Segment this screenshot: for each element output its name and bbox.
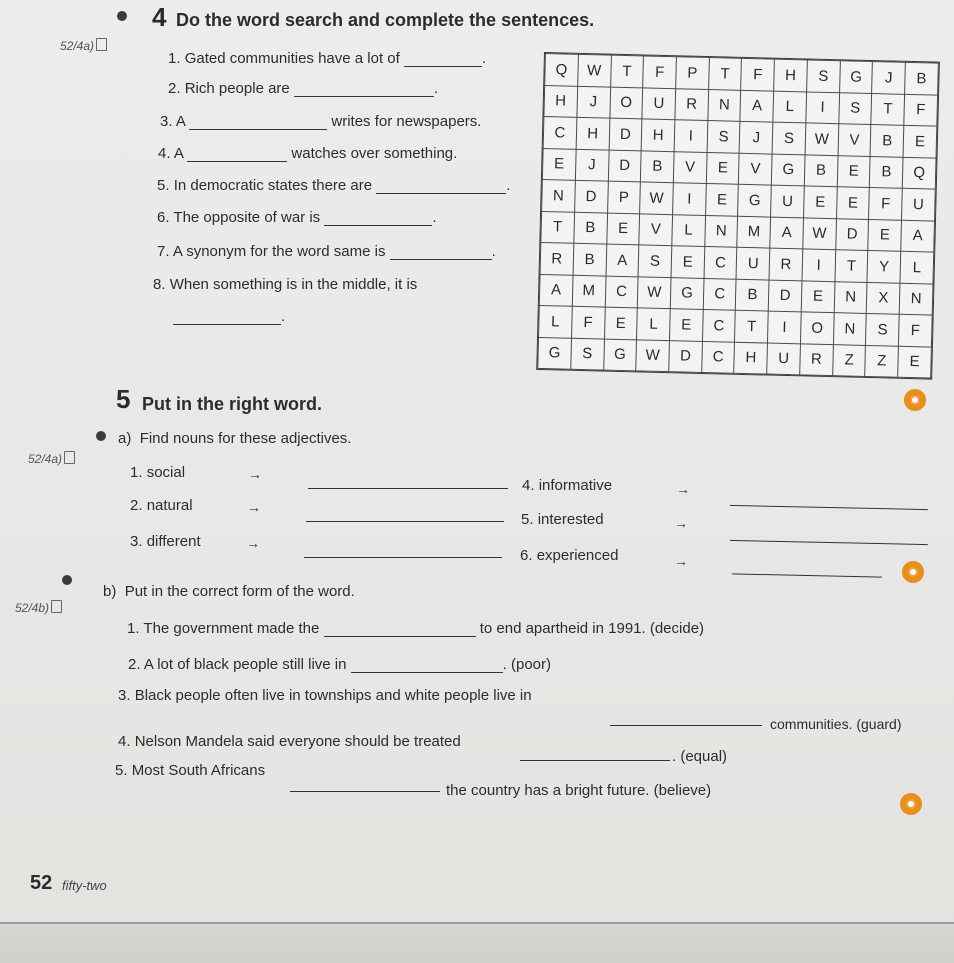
audio-cd-icon[interactable] <box>902 561 924 583</box>
ex4-blank-2[interactable] <box>294 82 434 97</box>
grid-cell[interactable]: M <box>737 216 771 248</box>
grid-cell[interactable]: R <box>675 88 708 120</box>
grid-cell[interactable]: B <box>870 125 903 157</box>
grid-cell[interactable]: L <box>900 251 934 283</box>
ex4-blank-6[interactable] <box>324 211 432 226</box>
exercise-4-number: 4 <box>152 2 167 32</box>
page-number-text: fifty-two <box>62 878 107 893</box>
grid-cell[interactable]: E <box>803 186 837 218</box>
grid-cell[interactable]: W <box>803 217 837 249</box>
ex4-blank-1[interactable] <box>404 52 482 67</box>
ex4-sentence-6: 6. The opposite of war is . <box>157 209 437 226</box>
part-b-instruction: b) Put in the correct form of the word. <box>103 583 355 600</box>
grid-cell[interactable]: A <box>770 217 803 249</box>
grid-cell[interactable]: D <box>574 180 608 212</box>
grid-cell[interactable]: X <box>867 282 900 314</box>
grid-cell[interactable]: C <box>543 117 576 149</box>
grid-cell[interactable]: L <box>539 305 572 337</box>
grid-cell[interactable]: P <box>676 57 709 89</box>
arrow-icon: → <box>246 535 260 551</box>
part-b-sentence-2: 2. A lot of black people still live in . (poor) <box>128 656 552 673</box>
grid-cell[interactable]: J <box>740 121 774 153</box>
grid-cell[interactable]: Z <box>832 344 865 376</box>
grid-cell[interactable]: A <box>539 274 572 306</box>
part-b-sentence-3-end: communities. (guard) <box>770 716 902 732</box>
grid-cell[interactable]: W <box>638 276 672 308</box>
grid-cell[interactable]: D <box>609 118 642 150</box>
grid-cell[interactable]: Q <box>545 54 578 86</box>
grid-cell[interactable]: N <box>705 215 738 247</box>
grid-cell[interactable]: C <box>605 276 638 308</box>
grid-cell[interactable]: H <box>774 59 807 91</box>
exercise-5-title: Put in the right word. <box>142 394 322 414</box>
part-b-sentence-3: 3. Black people often live in townships and white people live in <box>118 687 532 704</box>
exercise-4-title: Do the word search and complete the sentences. <box>176 10 595 30</box>
grid-cell[interactable]: S <box>772 122 805 154</box>
grid-cell[interactable]: S <box>707 121 740 153</box>
part-b-sentence-1: 1. The government made the to end apartheid in 1991. (decide) <box>127 620 705 637</box>
grid-cell[interactable]: I <box>806 91 840 123</box>
grid-cell[interactable]: F <box>571 306 605 338</box>
grid-cell[interactable]: F <box>899 314 933 346</box>
part-a-blank-1[interactable] <box>308 472 508 489</box>
grid-cell[interactable]: G <box>839 61 872 93</box>
grid-cell[interactable]: Z <box>865 345 898 377</box>
cd-ref-icon <box>96 38 107 51</box>
part-b-ref: 52/4b) <box>15 600 62 615</box>
grid-cell[interactable]: O <box>609 87 642 119</box>
exercise-5-number: 5 <box>116 384 131 414</box>
grid-cell[interactable]: C <box>702 309 735 341</box>
grid-cell[interactable]: L <box>637 308 671 340</box>
grid-cell[interactable]: F <box>741 58 775 90</box>
grid-cell[interactable]: A <box>740 90 774 122</box>
part-b-sentence-5: 5. Most South Africans <box>115 762 266 779</box>
grid-cell[interactable]: S <box>839 92 872 124</box>
ex4-blank-7[interactable] <box>390 245 492 260</box>
grid-cell[interactable]: N <box>834 281 867 313</box>
grid-cell[interactable]: P <box>607 181 640 213</box>
page-bottom-shadow <box>0 924 954 963</box>
ex4-sentence-1: 1. Gated communities have a lot of . <box>168 50 487 67</box>
ex4-sentence-7: 7. A synonym for the word same is . <box>157 243 496 260</box>
grid-cell[interactable]: U <box>642 87 676 119</box>
arrow-icon: → <box>674 515 688 531</box>
grid-cell[interactable]: F <box>643 56 677 88</box>
part-a-item-4: 4. informative <box>522 477 613 494</box>
grid-cell[interactable]: S <box>638 245 672 277</box>
grid-cell[interactable]: E <box>836 187 869 219</box>
grid-cell[interactable]: L <box>773 91 806 123</box>
bullet-dot <box>96 431 106 441</box>
ex4-blank-3[interactable] <box>189 115 327 130</box>
exercise-4-ref: 52/4a) <box>60 38 107 53</box>
grid-cell[interactable]: Q <box>902 157 936 189</box>
grid-cell[interactable]: O <box>800 312 834 344</box>
grid-cell[interactable]: E <box>705 183 738 215</box>
ex4-sentence-2: 2. Rich people are . <box>168 80 439 97</box>
part-a-item-5: 5. interested <box>521 511 604 528</box>
grid-cell[interactable]: D <box>669 340 702 372</box>
ex4-blank-5[interactable] <box>376 179 506 194</box>
grid-cell[interactable]: A <box>901 220 935 252</box>
part-b-blank-5[interactable] <box>290 777 440 792</box>
part-a-item-1: 1. social <box>130 464 186 481</box>
part-a-blank-2[interactable] <box>306 505 504 522</box>
ex4-blank-8[interactable] <box>173 310 281 325</box>
grid-cell[interactable]: E <box>669 309 702 341</box>
grid-cell[interactable]: G <box>538 337 571 369</box>
grid-cell[interactable]: W <box>805 123 839 155</box>
grid-cell[interactable]: U <box>767 343 800 375</box>
grid-cell[interactable]: U <box>902 188 936 220</box>
grid-cell[interactable]: E <box>604 307 637 339</box>
grid-cell[interactable]: M <box>572 275 606 307</box>
grid-cell[interactable]: A <box>606 244 639 276</box>
part-a-item-6: 6. experienced <box>520 547 619 564</box>
arrow-icon: → <box>674 553 688 569</box>
part-b-sentence-4: 4. Nelson Mandela said everyone should be treated <box>118 733 461 750</box>
grid-cell[interactable]: V <box>739 153 773 185</box>
grid-cell[interactable]: L <box>672 214 705 246</box>
word-search-grid[interactable] <box>536 52 940 380</box>
grid-cell[interactable]: S <box>807 60 841 92</box>
grid-cell[interactable]: E <box>542 148 575 180</box>
grid-cell[interactable]: B <box>870 156 903 188</box>
grid-cell[interactable]: D <box>608 150 641 182</box>
grid-cell[interactable]: R <box>769 248 802 280</box>
grid-cell[interactable]: V <box>673 151 706 183</box>
ex4-sentence-8: 8. When something is in the middle, it is <box>153 276 418 293</box>
grid-cell[interactable]: E <box>898 346 932 378</box>
grid-cell[interactable]: U <box>736 247 770 279</box>
word-search-table <box>537 53 939 379</box>
grid-cell[interactable]: B <box>641 150 675 182</box>
grid-cell[interactable]: I <box>673 183 706 215</box>
grid-cell[interactable]: S <box>570 338 604 370</box>
grid-cell[interactable]: T <box>871 93 904 125</box>
part-b-blank-1[interactable] <box>324 622 476 637</box>
grid-cell[interactable]: N <box>542 179 575 211</box>
grid-cell[interactable]: J <box>872 62 905 94</box>
grid-cell[interactable]: T <box>541 211 574 243</box>
part-b-blank-2[interactable] <box>351 658 503 673</box>
grid-cell[interactable]: B <box>573 243 607 275</box>
grid-cell[interactable]: E <box>671 246 704 278</box>
grid-cell[interactable]: B <box>905 62 939 94</box>
grid-cell[interactable]: T <box>610 55 643 87</box>
ex4-blank-4[interactable] <box>187 147 287 162</box>
grid-cell[interactable]: W <box>577 54 611 86</box>
grid-cell[interactable]: E <box>801 280 835 312</box>
grid-cell[interactable]: W <box>636 339 670 371</box>
ex4-sentence-4: 4. A watches over something. <box>158 145 458 162</box>
grid-cell[interactable]: R <box>540 242 573 274</box>
grid-cell[interactable]: C <box>704 246 737 278</box>
arrow-icon: → <box>248 466 262 482</box>
page-number: 52 <box>30 872 53 894</box>
grid-cell[interactable]: I <box>674 120 707 152</box>
part-b-sentence-4-end: . (equal) <box>672 748 728 765</box>
grid-cell[interactable]: G <box>738 184 772 216</box>
arrow-icon: → <box>247 499 261 515</box>
grid-cell[interactable]: E <box>837 155 870 187</box>
grid-cell[interactable]: J <box>577 86 611 118</box>
grid-cell[interactable]: D <box>835 218 868 250</box>
part-a-blank-5[interactable] <box>730 524 928 545</box>
grid-cell[interactable]: C <box>703 278 736 310</box>
grid-cell[interactable]: J <box>575 149 609 181</box>
part-b-blank-3[interactable] <box>610 711 762 726</box>
grid-cell[interactable]: G <box>772 154 805 186</box>
grid-cell[interactable]: B <box>736 279 770 311</box>
grid-cell[interactable]: N <box>833 313 866 345</box>
part-a-instruction: a) Find nouns for these adjectives. <box>118 430 352 447</box>
grid-cell[interactable]: E <box>868 219 901 251</box>
grid-cell[interactable]: E <box>706 152 739 184</box>
ex4-sentence-3: 3. A writes for newspapers. <box>160 113 482 130</box>
grid-cell[interactable]: U <box>771 185 804 217</box>
grid-cell[interactable]: B <box>804 154 838 186</box>
cd-ref-icon <box>51 600 62 613</box>
part-b-sentence-5-end: the country has a bright future. (believe) <box>446 782 712 799</box>
grid-cell[interactable]: B <box>574 212 608 244</box>
grid-cell[interactable]: C <box>701 341 734 373</box>
grid-cell[interactable]: H <box>544 85 577 117</box>
grid-cell[interactable]: R <box>800 343 834 375</box>
grid-cell[interactable]: D <box>768 280 801 312</box>
grid-cell[interactable]: H <box>576 117 610 149</box>
grid-cell[interactable]: T <box>708 58 741 90</box>
grid-cell[interactable]: F <box>904 94 938 126</box>
grid-cell[interactable]: H <box>641 119 675 151</box>
grid-cell[interactable]: T <box>835 250 868 282</box>
part-a-blank-6[interactable] <box>732 557 882 577</box>
grid-cell[interactable]: G <box>670 277 703 309</box>
part-a-item-3: 3. different <box>130 533 201 550</box>
audio-cd-icon[interactable] <box>904 389 926 411</box>
grid-cell[interactable]: N <box>708 89 741 121</box>
grid-cell[interactable]: E <box>606 213 639 245</box>
grid-cell[interactable]: W <box>640 182 674 214</box>
grid-cell[interactable]: E <box>903 125 937 157</box>
audio-cd-icon[interactable] <box>900 793 922 815</box>
grid-cell[interactable]: N <box>899 283 933 315</box>
part-a-blank-4[interactable] <box>730 489 928 510</box>
grid-cell[interactable]: S <box>866 313 899 345</box>
ex4-sentence-8-line: . <box>173 308 285 325</box>
part-b-blank-4[interactable] <box>520 746 670 761</box>
part-a-ref: 52/4a) <box>28 451 75 466</box>
cd-ref-icon <box>64 451 75 464</box>
ex4-sentence-5: 5. In democratic states there are . <box>157 177 511 194</box>
bullet-dot <box>62 575 72 585</box>
part-a-item-2: 2. natural <box>130 497 193 514</box>
grid-cell[interactable]: I <box>802 249 836 281</box>
arrow-icon: → <box>676 481 690 497</box>
bullet-dot <box>117 11 127 21</box>
grid-cell[interactable]: I <box>768 311 801 343</box>
grid-cell[interactable]: V <box>838 124 871 156</box>
grid-cell[interactable]: Y <box>867 250 900 282</box>
grid-cell[interactable]: T <box>735 310 769 342</box>
grid-cell[interactable]: V <box>639 213 673 245</box>
grid-cell[interactable]: G <box>603 339 636 371</box>
grid-cell[interactable]: F <box>869 187 902 219</box>
grid-cell[interactable]: H <box>734 342 768 374</box>
part-a-blank-3[interactable] <box>304 541 502 558</box>
